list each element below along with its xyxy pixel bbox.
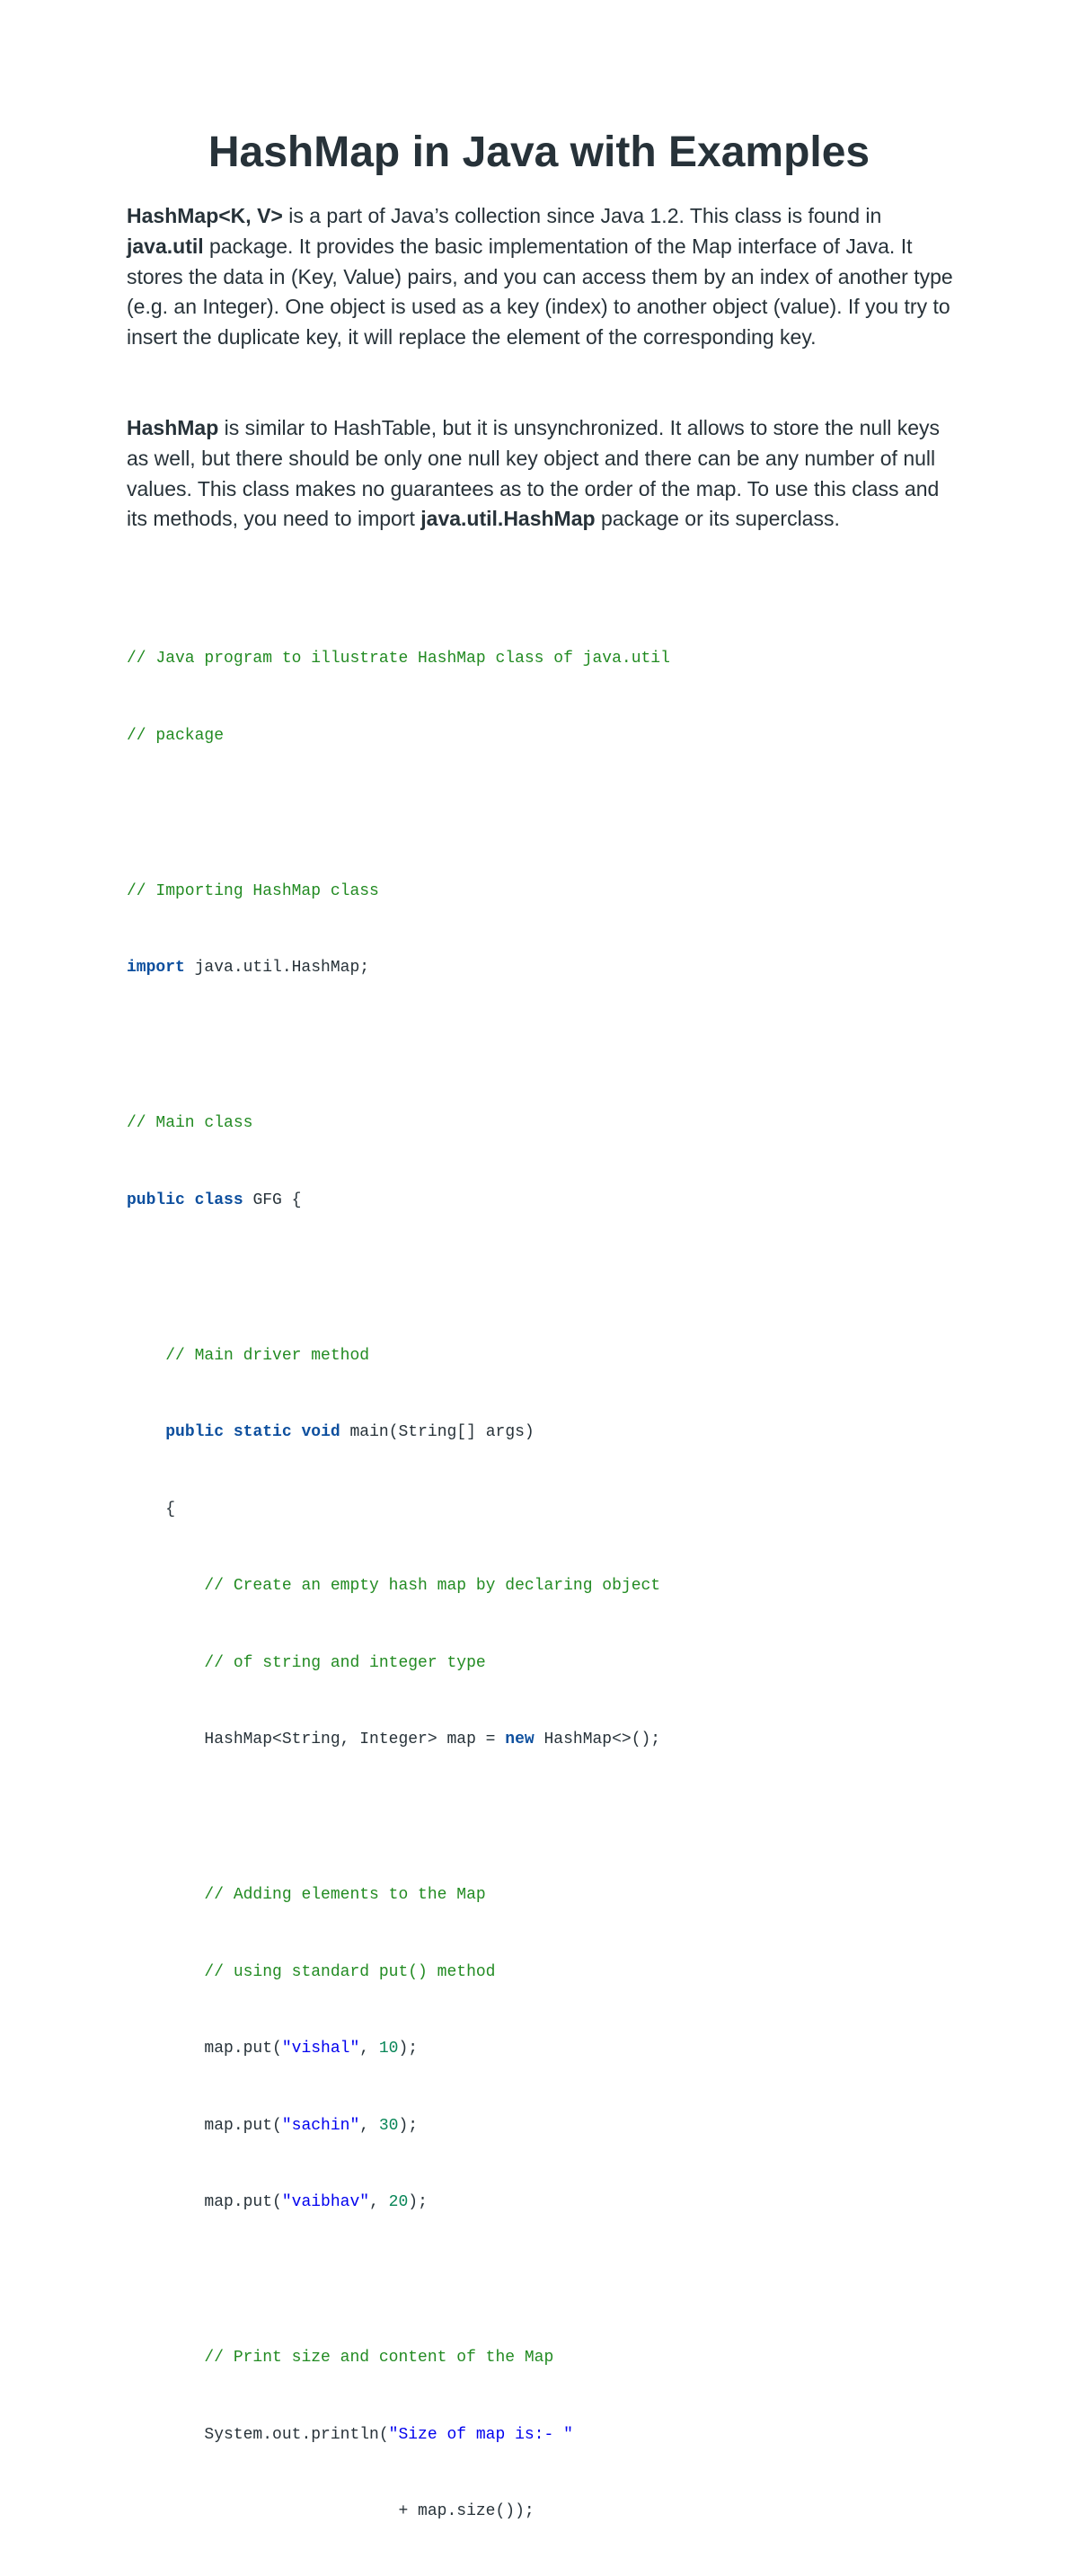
code-comment: // Print size and content of the Map xyxy=(204,2349,554,2367)
code-text: map.put( xyxy=(204,2040,282,2058)
code-line xyxy=(127,2113,989,2139)
code-indent xyxy=(127,1886,204,1904)
code-blank-line xyxy=(127,1804,989,1832)
bold-term: java.util xyxy=(127,234,204,258)
paragraph-text: is similar to HashTable, but it is unsynchronized. It allows to store the null keys as well, but there should be only one null key object and there can be any number of null values. This class makes no guarantees as to the order of the map. To use this class and its methods, you need to import xyxy=(127,416,941,531)
code-comment: // Main driver method xyxy=(165,1346,370,1365)
code-line xyxy=(127,2499,989,2525)
code-string: "vishal" xyxy=(281,2040,360,2058)
code-text: + map.size()); xyxy=(204,2502,535,2520)
code-text: HashMap<>(); xyxy=(534,1731,661,1748)
code-comment: // Importing HashMap class xyxy=(127,881,379,900)
code-indent xyxy=(127,2349,204,2367)
code-indent xyxy=(127,2040,204,2058)
code-text: System.out.println( xyxy=(204,2425,389,2444)
code-text: map.put( xyxy=(204,2193,282,2211)
code-keyword: public xyxy=(127,1191,185,1209)
code-blank-line xyxy=(127,800,989,828)
code-line xyxy=(127,955,989,981)
code-line xyxy=(127,1727,989,1753)
code-comment: // package xyxy=(127,726,225,745)
code-line xyxy=(127,723,989,749)
code-string: "Size of map is:- " xyxy=(388,2425,573,2444)
paragraph-text: package. It provides the basic implementation of the Map interface of Java. It stores the data in (Key, Value) pairs, and you can access them by an index of another type (e.g. an Integer). One object is used as a key (index) to another object (value). If you try to insert the duplicate key, it will replace the element of the corresponding key. xyxy=(127,234,953,350)
code-keyword: new xyxy=(505,1731,535,1748)
code-indent xyxy=(127,2426,204,2444)
bold-term: java.util.HashMap xyxy=(420,507,596,531)
code-text: java.util.HashMap; xyxy=(184,959,370,977)
code-indent xyxy=(127,1500,165,1518)
code-text: , xyxy=(359,2040,379,2058)
paragraph-text: package or its superclass. xyxy=(595,507,840,531)
code-number: 20 xyxy=(388,2193,409,2211)
code-indent xyxy=(127,2117,204,2135)
code-indent xyxy=(127,1654,204,1672)
code-blank-line xyxy=(127,1032,989,1060)
code-indent xyxy=(127,2502,204,2520)
code-indent xyxy=(127,1423,165,1441)
code-comment: // Adding elements to the Map xyxy=(204,1886,486,1904)
code-keyword: class xyxy=(194,1191,243,1209)
code-line xyxy=(127,1573,989,1599)
code-line xyxy=(127,2036,989,2062)
code-line xyxy=(127,2345,989,2371)
code-comment: // Create an empty hash map by declaring object xyxy=(204,1577,661,1595)
code-line xyxy=(127,1111,989,1137)
code-text: ); xyxy=(398,2040,419,2058)
intro-paragraph xyxy=(127,201,962,353)
code-keyword: public xyxy=(165,1423,225,1441)
code-line xyxy=(127,2422,989,2448)
code-line xyxy=(127,1420,989,1446)
code-line xyxy=(127,1882,989,1908)
code-line xyxy=(127,1651,989,1677)
code-text: main(String[] args) xyxy=(340,1423,535,1441)
code-text: GFG { xyxy=(243,1191,302,1209)
code-keyword: void xyxy=(301,1423,340,1441)
code-number: 10 xyxy=(378,2040,399,2058)
code-text: , xyxy=(369,2193,389,2211)
bold-term: HashMap xyxy=(127,416,219,439)
code-line xyxy=(127,1497,989,1523)
code-text: HashMap<String, Integer> map = xyxy=(204,1731,506,1748)
details-paragraph xyxy=(127,413,962,535)
code-number: 30 xyxy=(378,2116,399,2135)
code-line xyxy=(127,1188,989,1214)
code-blank-line xyxy=(127,2267,989,2295)
code-text: , xyxy=(359,2116,379,2135)
code-text: ); xyxy=(398,2116,419,2135)
code-comment: // using standard put() method xyxy=(204,1962,496,1981)
code-text: { xyxy=(165,1500,176,1518)
code-keyword: static xyxy=(233,1423,292,1441)
code-text: map.put( xyxy=(204,2116,282,2135)
code-indent xyxy=(127,1963,204,1981)
code-line xyxy=(127,1343,989,1369)
code-line xyxy=(127,1960,989,1986)
code-text: ); xyxy=(408,2193,428,2211)
code-indent xyxy=(127,1577,204,1595)
code-indent xyxy=(127,2193,204,2211)
code-block xyxy=(127,595,989,2576)
code-comment: // of string and integer type xyxy=(204,1653,486,1672)
code-line xyxy=(127,2190,989,2216)
code-comment: // Main class xyxy=(127,1114,253,1132)
code-blank-line xyxy=(127,1264,989,1292)
code-indent xyxy=(127,1347,165,1365)
code-keyword: import xyxy=(127,959,185,977)
code-comment: // Java program to illustrate HashMap class of java.util xyxy=(127,650,670,668)
code-indent xyxy=(127,1731,204,1748)
paragraph-text: is a part of Java’s collection since Java 1.2. This class is found in xyxy=(282,204,882,227)
code-string: "vaibhav" xyxy=(281,2193,370,2211)
bold-term: HashMap<K, V> xyxy=(127,204,283,227)
page-title: HashMap in Java with Examples xyxy=(208,128,870,176)
code-line xyxy=(127,879,989,905)
code-line xyxy=(127,646,989,672)
code-string: "sachin" xyxy=(281,2116,360,2135)
